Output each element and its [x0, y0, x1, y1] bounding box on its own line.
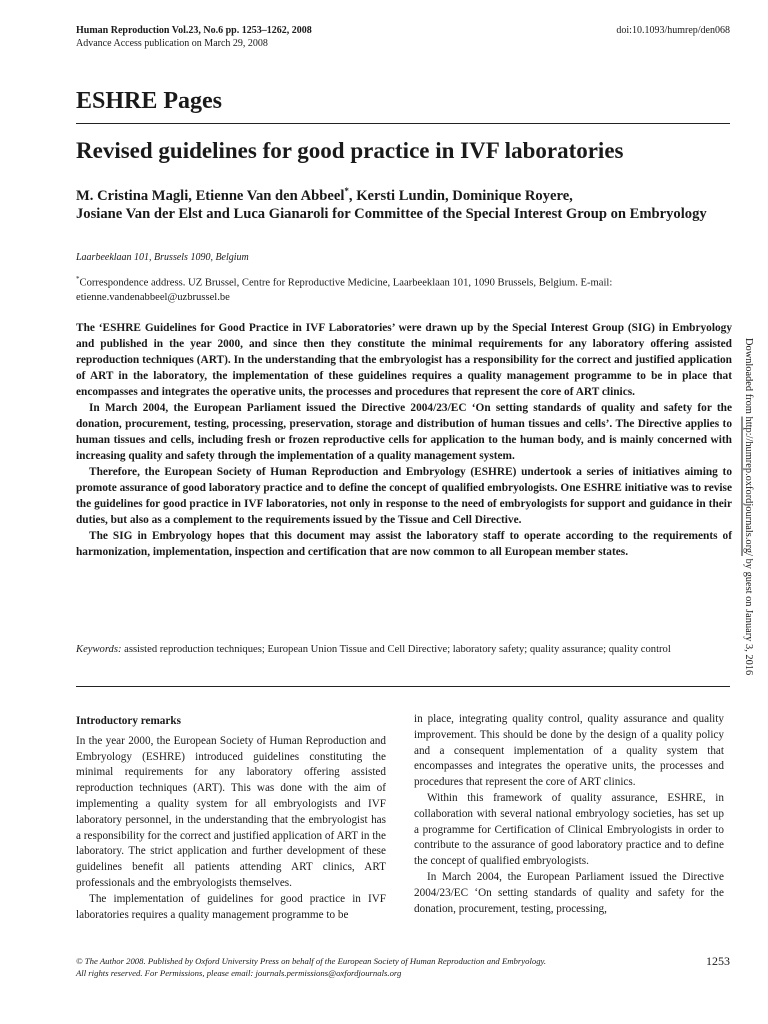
permissions-line: All rights reserved. For Permissions, please email: journals.permissions@oxfordjournals.org: [76, 968, 402, 978]
abstract-paragraph-2: In March 2004, the European Parliament issued the Directive 2004/23/EC ‘On setting standards of quality and safety for the donation, procurement, testing, processing, preservation, storage and distribution of human tissues and cells’. The Directive applies to human tissues and cells, including fresh or frozen reproductive cells for application to the human body, and is mainly concerned with increasing quality and safety through the implementation of a quality management system.: [76, 402, 732, 462]
doi-link[interactable]: doi:10.1093/humrep/den068: [616, 25, 730, 36]
author-list: [76, 182, 730, 224]
download-note-prefix: Downloaded from: [743, 338, 754, 417]
advance-access-note: Advance Access publication on March 29, 2008: [76, 38, 268, 49]
keywords: [76, 643, 726, 657]
abstract-divider: [76, 686, 730, 687]
copyright-footer: [76, 955, 616, 979]
body-paragraph: In the year 2000, the European Society of Human Reproduction and Embryology (ESHRE) introduced guidelines constituting the minimal requirements for any laboratory offering assisted reproduction techniques (ART). This was done with the aim of implementing a quality system for all embryologists and IVF laboratory personnel, in the understanding that the embryologist has a responsibility for the correct and justified application of ART in the laboratory. The strict application and further development of these guidelines benefit all patients attending ART clinics, ART professionals and the embryologists themselves.: [76, 734, 386, 889]
authors-line1-pre: M. Cristina Magli, Etienne Van den Abbeel: [76, 187, 345, 204]
journal-citation: Human Reproduction Vol.23, No.6 pp. 1253–1262, 2008: [76, 25, 312, 36]
download-note: [741, 338, 755, 675]
article-title: Revised guidelines for good practice in IVF laboratories: [76, 138, 624, 163]
authors-line1-post: , Kersti Lundin, Dominique Royere,: [348, 187, 573, 204]
authors-line2: Josiane Van der Elst and Luca Gianaroli for Committee of the Special Interest Group on Embryology: [76, 206, 707, 223]
correspondence-text: Correspondence address. UZ Brussel, Centre for Reproductive Medicine, Laarbeeklaan 101, 1090 Brussels, Belgium. E-mail: etienne.vandenabbeel@uzbrussel.be: [76, 277, 613, 304]
body-column-right: [414, 712, 724, 917]
body-paragraph: The implementation of guidelines for good practice in IVF laboratories requires a quality management programme to be: [76, 892, 386, 921]
download-note-suffix: by guest on January 3, 2016: [743, 556, 754, 676]
abstract-paragraph-3: Therefore, the European Society of Human Reproduction and Embryology (ESHRE) undertook a series of initiatives aiming to promote assurance of good laboratory practice and to define the concept of qualified embryologists. One ESHRE initiative was to revise the guidelines for good practice in IVF laboratories, not only in response to the need of embryologists for support and guidance in their duties, but also as a complement to the requirements issued by the Tissue and Cell Directive.: [76, 466, 732, 526]
journal-header: [76, 24, 496, 50]
copyright-line: © The Author 2008. Published by Oxford University Press on behalf of the European Society of Human Reproduction and Embryology.: [76, 956, 547, 966]
body-paragraph: Within this framework of quality assurance, ESHRE, in collaboration with several national embryology societies, has set up a programme for Certification of Clinical Embryologists in order to contribute to the assurance of good laboratory practice and to define the concept of qualified embryologists.: [414, 791, 724, 868]
keywords-label: Keywords:: [76, 644, 122, 655]
page-number: 1253: [706, 954, 730, 968]
author-address: Laarbeeklaan 101, Brussels 1090, Belgium: [76, 252, 249, 263]
body-paragraph: in place, integrating quality control, quality assurance and quality improvement. This should be done by the design of a quality policy and a consequent implementation of a quality system that encompasses and integrates the operative units, the processes and procedures that represent the core of ART clinics.: [414, 713, 724, 789]
body-column-left: [76, 712, 386, 923]
body-paragraph: In March 2004, the European Parliament issued the Directive 2004/23/EC ‘On setting standards of quality and safety for the donation, procurement, testing, processing,: [414, 870, 724, 915]
abstract-paragraph-4: The SIG in Embryology hopes that this document may assist the laboratory staff to operate according to the requirements of harmonization, implementation, inspection and certification that are now common to all European member states.: [76, 530, 732, 558]
download-watermark: [741, 338, 755, 690]
correspondence-address: [76, 272, 732, 306]
section-label: ESHRE Pages: [76, 88, 223, 114]
corresponding-author-mark: *: [344, 186, 349, 196]
correspondence-mark: *: [76, 275, 80, 283]
header-divider: [76, 123, 730, 124]
journal-site-link[interactable]: http://humrep.oxfordjournals.org/: [743, 416, 754, 556]
abstract: [76, 320, 732, 560]
abstract-paragraph-1: The ‘ESHRE Guidelines for Good Practice in IVF Laboratories’ were drawn up by the Special Interest Group (SIG) in Embryology and published in the year 2000, and since then they constitute the minimal requirements for any laboratory offering assisted reproduction techniques (ART). In the understanding that the embryologist has a responsibility for the correct and justified application of ART in the laboratory, the implementation of these guidelines requires a quality management programme to be in place that encompasses and integrates the operative units, the processes and procedures that represent the core of ART clinics.: [76, 322, 732, 398]
section-heading-intro: Introductory remarks: [76, 715, 181, 727]
keywords-text: assisted reproduction techniques; European Union Tissue and Cell Directive; laboratory safety; quality assurance; quality control: [121, 644, 671, 655]
